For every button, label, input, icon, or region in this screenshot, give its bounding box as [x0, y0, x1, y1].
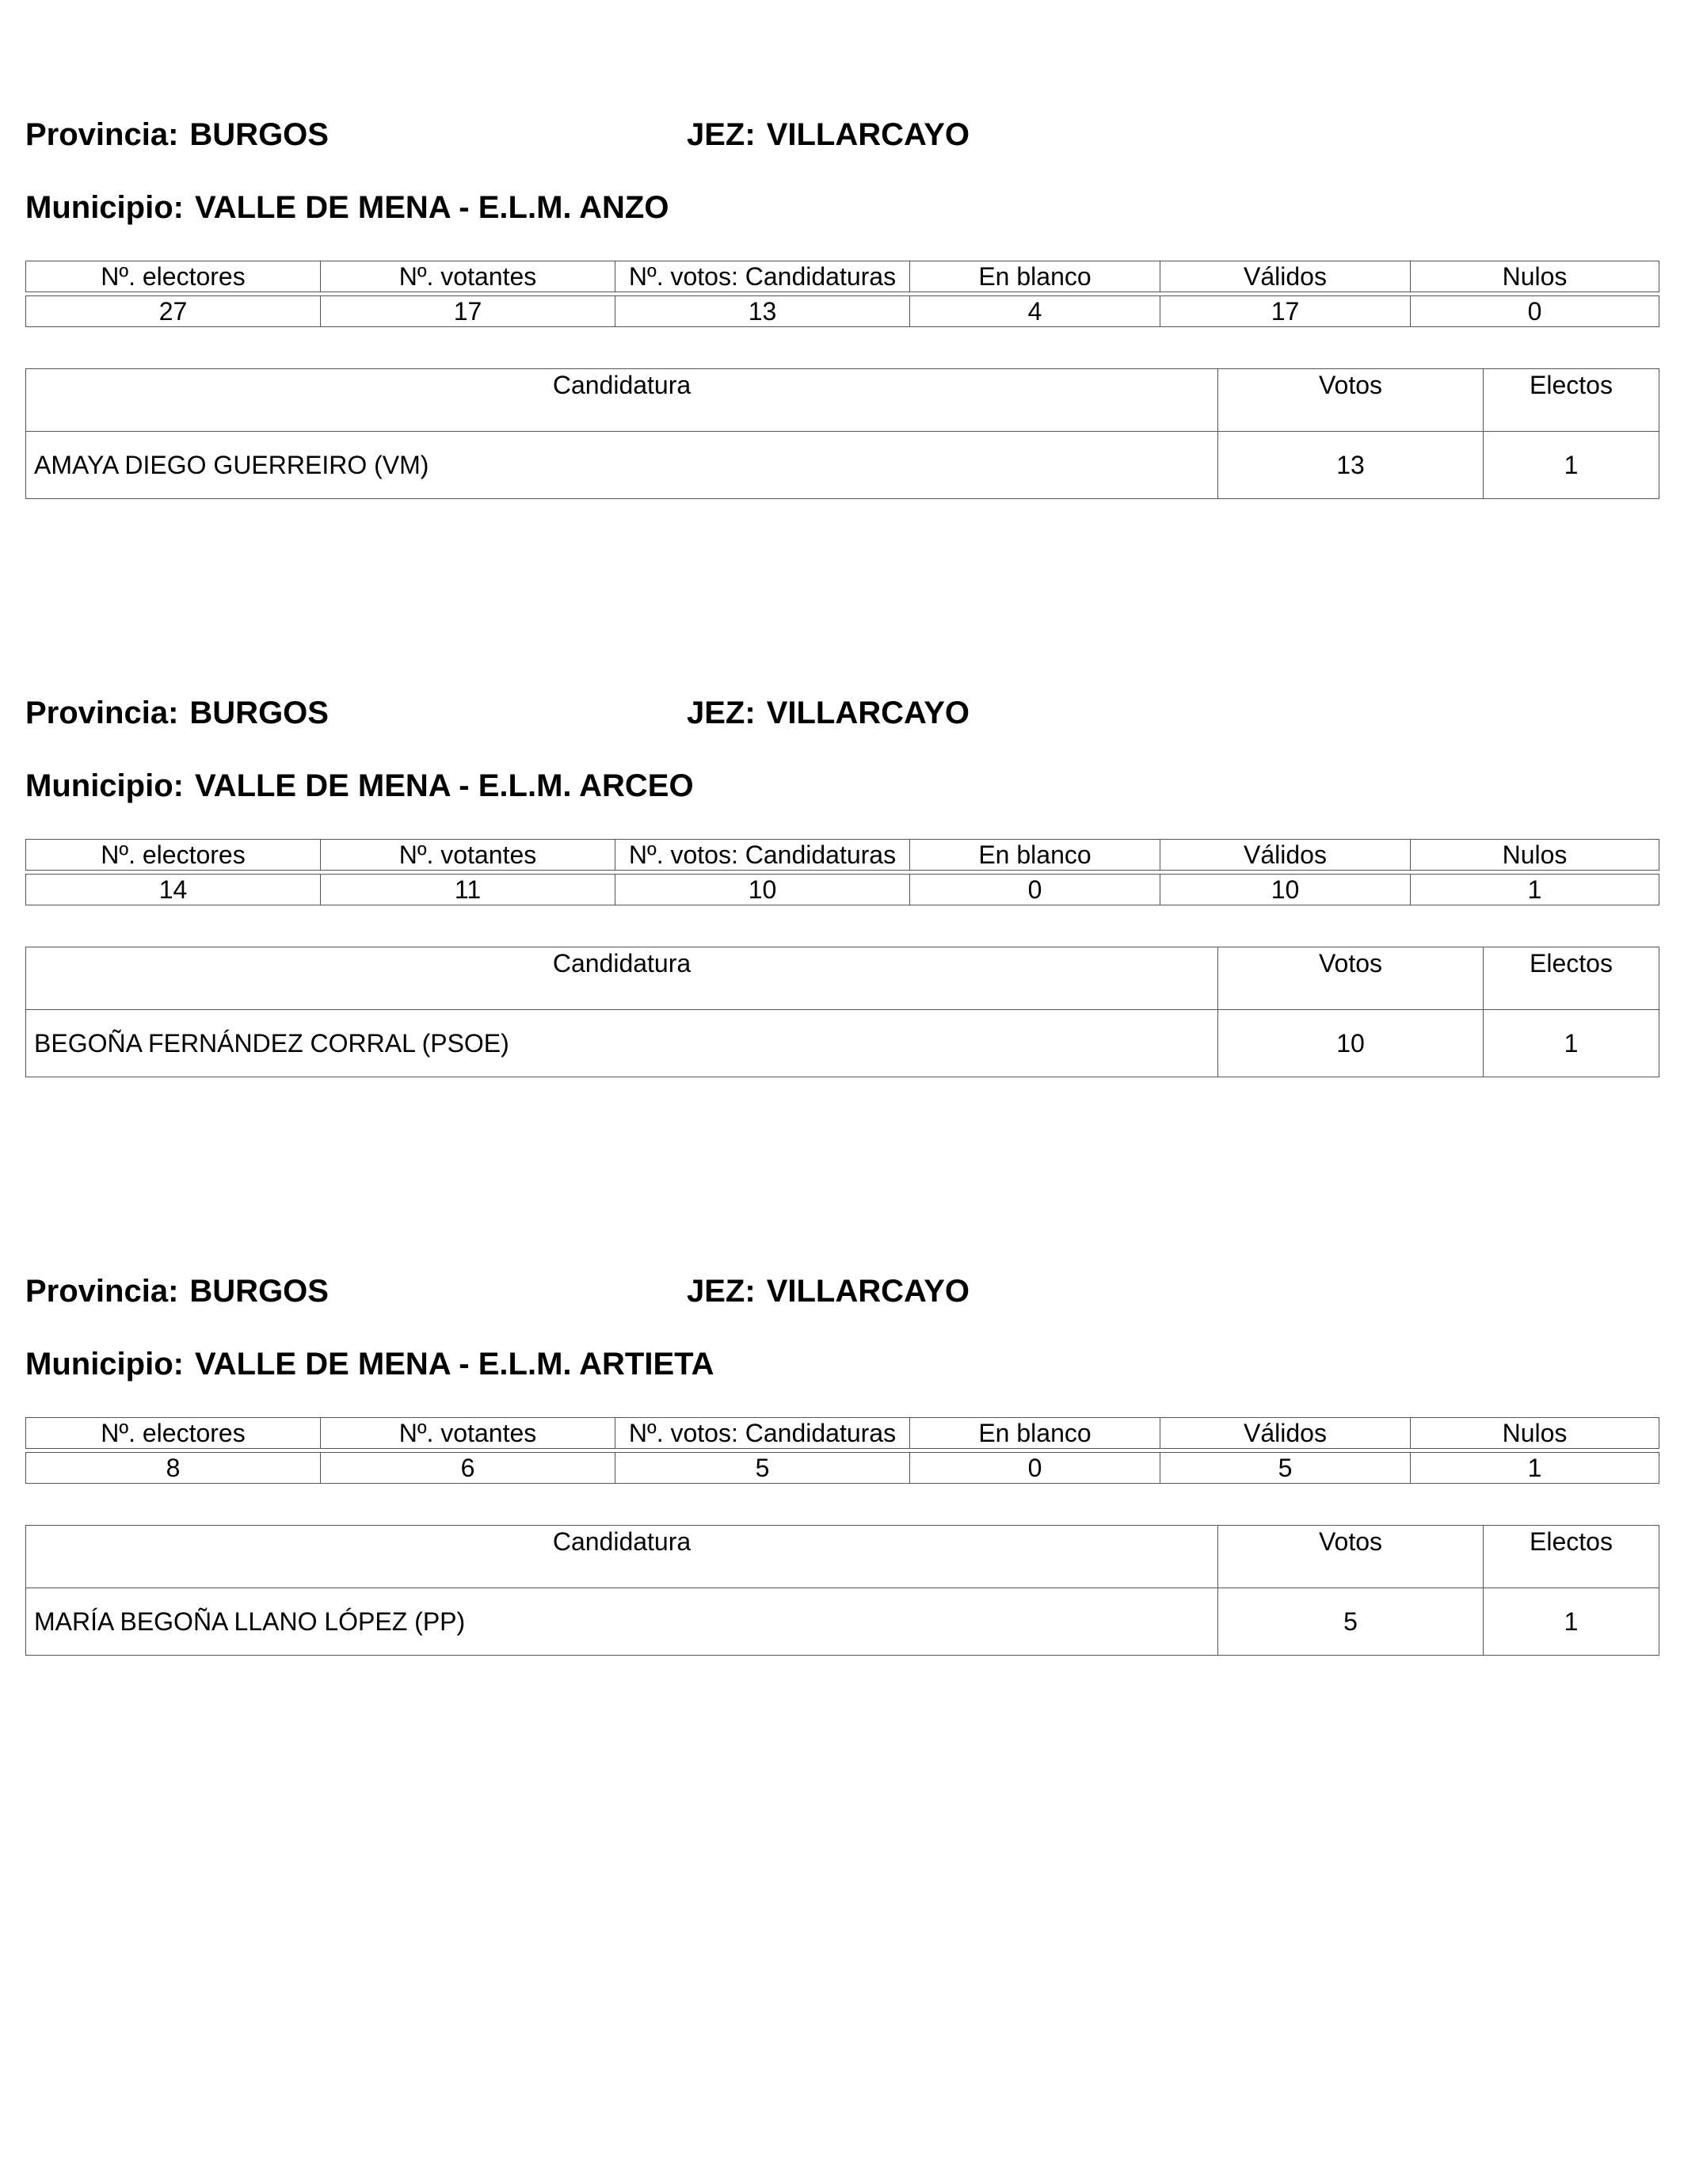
- municipio-label: Municipio:: [25, 768, 184, 803]
- candidate-electos: 1: [1484, 1010, 1659, 1077]
- jez-heading: [687, 116, 970, 154]
- stats-header-cell: Nº. votantes: [321, 840, 615, 871]
- stats-table: [25, 261, 1659, 327]
- stats-header-cell: Nº. votantes: [321, 261, 615, 292]
- candidate-row: [26, 1010, 1659, 1077]
- votos-header: Votos: [1218, 947, 1484, 1010]
- stats-value-cell: 5: [1160, 1453, 1411, 1484]
- stats-header-cell: Nº. electores: [26, 1418, 321, 1449]
- jez-value: VILLARCAYO: [766, 1274, 970, 1309]
- candidatura-header: Candidatura: [26, 1526, 1218, 1588]
- stats-value-cell: 5: [615, 1453, 910, 1484]
- stats-value-row: [26, 875, 1659, 905]
- stats-value-cell: 1: [1411, 1453, 1659, 1484]
- votos-header: Votos: [1218, 369, 1484, 432]
- provincia-value: BURGOS: [189, 117, 329, 152]
- stats-value-cell: 17: [321, 296, 615, 327]
- jez-value: VILLARCAYO: [766, 117, 970, 152]
- stats-header-cell: Válidos: [1160, 1418, 1411, 1449]
- stats-value-cell: 8: [26, 1453, 321, 1484]
- stats-value-cell: 6: [321, 1453, 615, 1484]
- stats-value-cell: 0: [910, 875, 1160, 905]
- stats-header-cell: Nulos: [1411, 1418, 1659, 1449]
- stats-value-row: [26, 1453, 1659, 1484]
- stats-value-cell: 4: [910, 296, 1160, 327]
- stats-value-cell: 14: [26, 875, 321, 905]
- jez-heading: [687, 694, 970, 732]
- stats-header-cell: Nulos: [1411, 840, 1659, 871]
- candidate-name: MARÍA BEGOÑA LLANO LÓPEZ (PP): [26, 1588, 1218, 1656]
- stats-header-cell: En blanco: [910, 1418, 1160, 1449]
- candidate-row: [26, 432, 1659, 499]
- candidatos-header-row: [26, 369, 1659, 432]
- stats-value-cell: 0: [1411, 296, 1659, 327]
- candidatos-header-row: [26, 1526, 1659, 1588]
- stats-header-cell: Nº. votos: Candidaturas: [615, 840, 910, 871]
- candidatos-table: [25, 368, 1659, 499]
- stats-header-cell: Nº. votos: Candidaturas: [615, 1418, 910, 1449]
- provincia-value: BURGOS: [189, 1274, 329, 1309]
- municipio-heading: [25, 767, 694, 805]
- stats-value-cell: 10: [615, 875, 910, 905]
- stats-value-cell: 13: [615, 296, 910, 327]
- candidatura-header: Candidatura: [26, 369, 1218, 432]
- municipio-value: VALLE DE MENA - E.L.M. ANZO: [194, 190, 669, 225]
- provincia-label: Provincia:: [25, 117, 179, 152]
- candidatos-table: [25, 947, 1659, 1077]
- provincia-heading: [25, 1272, 329, 1310]
- stats-header-cell: Válidos: [1160, 840, 1411, 871]
- municipio-heading: [25, 1345, 714, 1383]
- stats-value-row: [26, 296, 1659, 327]
- stats-header-cell: Nº. votantes: [321, 1418, 615, 1449]
- municipio-value: VALLE DE MENA - E.L.M. ARTIETA: [194, 1347, 714, 1382]
- candidate-row: [26, 1588, 1659, 1656]
- electos-header: Electos: [1484, 947, 1659, 1010]
- jez-heading: [687, 1272, 970, 1310]
- jez-label: JEZ:: [687, 1274, 756, 1309]
- stats-value-cell: 0: [910, 1453, 1160, 1484]
- stats-table: [25, 1417, 1659, 1484]
- municipio-label: Municipio:: [25, 190, 184, 225]
- stats-header-row: [26, 261, 1659, 292]
- provincia-value: BURGOS: [189, 696, 329, 730]
- stats-header-row: [26, 1418, 1659, 1449]
- stats-header-row: [26, 840, 1659, 871]
- provincia-label: Provincia:: [25, 696, 179, 730]
- stats-header-cell: Válidos: [1160, 261, 1411, 292]
- electos-header: Electos: [1484, 1526, 1659, 1588]
- stats-value-cell: 1: [1411, 875, 1659, 905]
- stats-header-cell: Nº. votos: Candidaturas: [615, 261, 910, 292]
- stats-table: [25, 839, 1659, 905]
- provincia-label: Provincia:: [25, 1274, 179, 1309]
- stats-value-cell: 11: [321, 875, 615, 905]
- municipio-heading: [25, 189, 669, 227]
- candidate-votos: 5: [1218, 1588, 1484, 1656]
- jez-value: VILLARCAYO: [766, 696, 970, 730]
- candidate-name: AMAYA DIEGO GUERREIRO (VM): [26, 432, 1218, 499]
- stats-header-cell: En blanco: [910, 261, 1160, 292]
- stats-value-cell: 27: [26, 296, 321, 327]
- jez-label: JEZ:: [687, 117, 756, 152]
- jez-label: JEZ:: [687, 696, 756, 730]
- candidate-electos: 1: [1484, 1588, 1659, 1656]
- municipio-label: Municipio:: [25, 1347, 184, 1382]
- candidate-electos: 1: [1484, 432, 1659, 499]
- stats-header-cell: En blanco: [910, 840, 1160, 871]
- candidate-votos: 10: [1218, 1010, 1484, 1077]
- provincia-heading: [25, 694, 329, 732]
- votos-header: Votos: [1218, 1526, 1484, 1588]
- candidate-votos: 13: [1218, 432, 1484, 499]
- candidatos-table: [25, 1525, 1659, 1656]
- stats-value-cell: 10: [1160, 875, 1411, 905]
- stats-header-cell: Nulos: [1411, 261, 1659, 292]
- stats-header-cell: Nº. electores: [26, 261, 321, 292]
- provincia-heading: [25, 116, 329, 154]
- municipio-value: VALLE DE MENA - E.L.M. ARCEO: [194, 768, 694, 803]
- stats-header-cell: Nº. electores: [26, 840, 321, 871]
- candidate-name: BEGOÑA FERNÁNDEZ CORRAL (PSOE): [26, 1010, 1218, 1077]
- candidatos-header-row: [26, 947, 1659, 1010]
- stats-value-cell: 17: [1160, 296, 1411, 327]
- electos-header: Electos: [1484, 369, 1659, 432]
- candidatura-header: Candidatura: [26, 947, 1218, 1010]
